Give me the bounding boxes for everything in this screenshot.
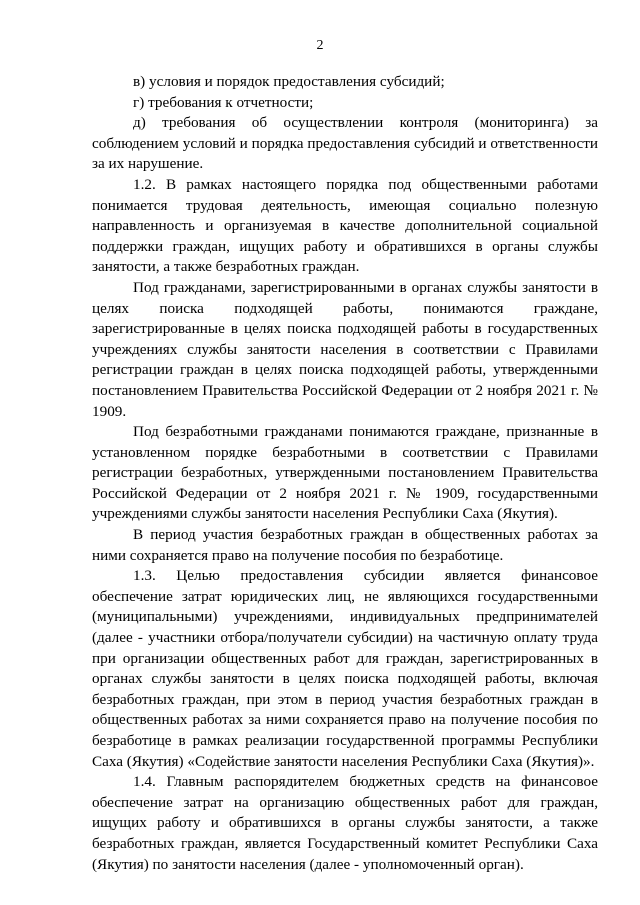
document-body	[92, 72, 598, 875]
page-number: 2	[316, 38, 324, 53]
paragraph-list-item-d: д) требования об осуществлении контроля (мониторинга) за соблюдением условий и порядка предоставления субсидий и ответственности за их нарушение.	[92, 114, 598, 173]
paragraph-registered-citizens: Под гражданами, зарегистрированными в органах службы занятости в целях поиска подходящей работы, понимаются граждане, зарегистрированные в целях поиска подходящей работы в государственных учреждениях службы занятости населения в соответствии с Правилами регистрации граждан в целях поиска подходящей работы, утвержденными постановлением Правительства Российской Федерации от 2 ноября 2021 г. № 1909.	[92, 278, 598, 420]
paragraph-benefit-right: В период участия безработных граждан в общественных работах за ними сохраняется право на получение пособия по безработице.	[92, 526, 598, 564]
paragraph-1-2: 1.2. В рамках настоящего порядка под общественными работами понимается трудовая деятельность, имеющая социально полезную направленность и организуемая в качестве дополнительной социальной поддержки граждан, ищущих работу и обратившихся в органы службы занятости, а также безработных граждан.	[92, 175, 598, 276]
paragraph-unemployed-citizens: Под безработными гражданами понимаются граждане, признанные в установленном порядке безработными в соответствии с Правилами регистрации безработных, утвержденными постановлением Правительства Российской Федерации от 2 ноября 2021 г. № 1909, государственными учреждениями службы занятости населения Республики Саха (Якутия).	[92, 423, 598, 523]
paragraph-list-item-g: г) требования к отчетности;	[133, 93, 314, 111]
paragraph-1-3: 1.3. Целью предоставления субсидии является финансовое обеспечение затрат юридических лиц, не являющихся государственными (муниципальными) учреждениями, индивидуальных предпринимателей (далее - участники отбора/получатели субсидии) на частичную оплату труда при организации общественных работ для граждан, зарегистрированных в органах службы занятости в целях поиска подходящей работы, включая безработных граждан, при этом в период участия безработных граждан в общественных работах за ними сохраняется право на получение пособия по безработице в рамках реализации государственной программы Республики Саха (Якутия) «Содействие занятости населения Республики Саха (Якутия)».	[92, 567, 598, 770]
paragraph-1-4: 1.4. Главным распорядителем бюджетных средств на финансовое обеспечение затрат на организацию общественных работ для граждан, ищущих работу и обратившихся в органы службы занятости, а также безработных граждан, является Государственный комитет Республики Саха (Якутия) по занятости населения (далее - уполномоченный орган).	[92, 773, 598, 873]
paragraph-list-item-v: в) условия и порядок предоставления субсидий;	[133, 73, 445, 90]
